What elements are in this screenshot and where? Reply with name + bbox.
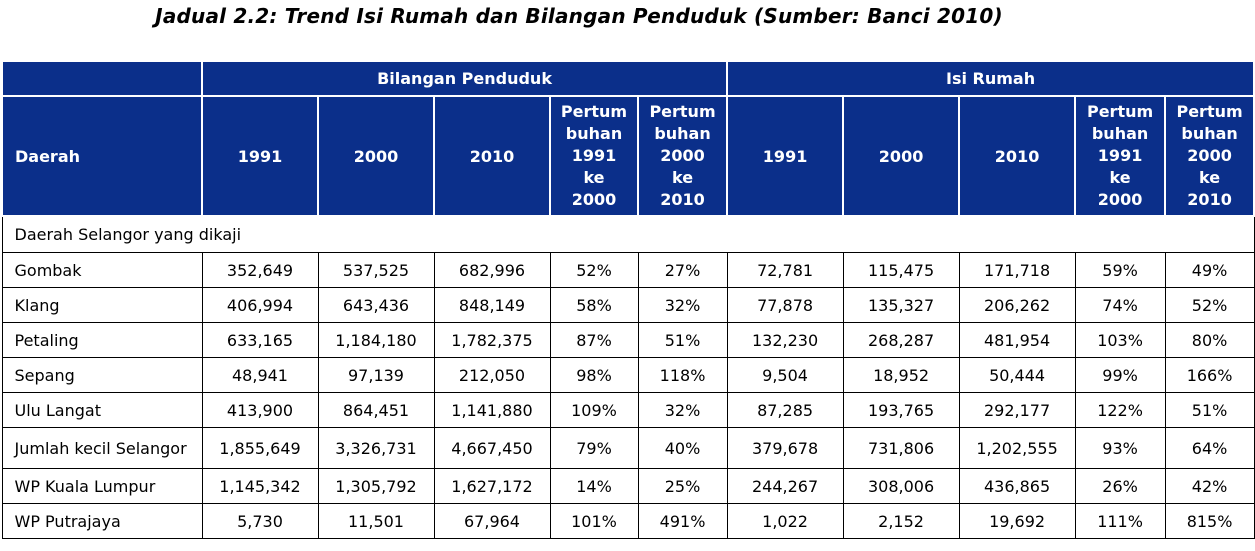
cell-hh-1991: 87,285 (727, 393, 843, 428)
cell-pop-growth-1: 14% (550, 469, 638, 504)
cell-pop-growth-1: 98% (550, 358, 638, 393)
cell-hh-1991: 132,230 (727, 323, 843, 358)
section-row (2, 216, 1254, 253)
cell-hh-1991: 244,267 (727, 469, 843, 504)
table-row (2, 358, 1254, 393)
header-line: ke (583, 168, 605, 187)
cell-pop-1991: 48,941 (202, 358, 318, 393)
cell-pop-growth-2: 25% (638, 469, 727, 504)
cell-pop-growth-2: 491% (638, 504, 727, 539)
cell-hh-growth-1: 103% (1075, 323, 1165, 358)
cell-pop-2000: 97,139 (318, 358, 434, 393)
cell-pop-2010: 1,141,880 (434, 393, 550, 428)
cell-pop-2000: 643,436 (318, 288, 434, 323)
table-body (2, 216, 1254, 539)
header-line: 2000 (1187, 146, 1232, 165)
table-title: Jadual 2.2: Trend Isi Rumah dan Bilangan Penduduk (Sumber: Banci 2010) (155, 4, 1003, 28)
cell-pop-growth-1: 52% (550, 253, 638, 288)
cell-daerah: Jumlah kecil Selangor (2, 428, 202, 469)
cell-hh-growth-2: 64% (1165, 428, 1254, 469)
header-line: 2000 (660, 146, 705, 165)
header-line: ke (1109, 168, 1131, 187)
cell-daerah: WP Putrajaya (2, 504, 202, 539)
cell-pop-growth-1: 101% (550, 504, 638, 539)
header-line: 1991 (571, 146, 617, 165)
header-line: 2000 (1097, 190, 1143, 209)
cell-hh-2010: 19,692 (959, 504, 1075, 539)
header-line: 2000 (571, 190, 617, 209)
cell-hh-2000: 115,475 (843, 253, 959, 288)
cell-daerah: Klang (2, 288, 202, 323)
column-header-hh-growth-1991-2000 (1075, 96, 1165, 216)
header-line: buhan (1091, 124, 1149, 143)
cell-pop-1991: 1,855,649 (202, 428, 318, 469)
cell-pop-growth-2: 118% (638, 358, 727, 393)
cell-pop-growth-2: 40% (638, 428, 727, 469)
cell-hh-2000: 268,287 (843, 323, 959, 358)
cell-hh-2010: 1,202,555 (959, 428, 1075, 469)
header-line: 1991 (1097, 146, 1143, 165)
cell-pop-2010: 1,782,375 (434, 323, 550, 358)
cell-hh-growth-1: 111% (1075, 504, 1165, 539)
cell-daerah: Sepang (2, 358, 202, 393)
cell-daerah: Ulu Langat (2, 393, 202, 428)
cell-hh-growth-1: 122% (1075, 393, 1165, 428)
cell-hh-1991: 72,781 (727, 253, 843, 288)
cell-pop-2000: 537,525 (318, 253, 434, 288)
column-header-pop-2000: 2000 (318, 96, 434, 216)
cell-pop-growth-2: 32% (638, 288, 727, 323)
column-header-hh-1991: 1991 (727, 96, 843, 216)
cell-hh-growth-1: 99% (1075, 358, 1165, 393)
cell-daerah: Petaling (2, 323, 202, 358)
header-line: buhan (1181, 124, 1238, 143)
table-row (2, 469, 1254, 504)
header-line: buhan (565, 124, 623, 143)
cell-pop-2000: 864,451 (318, 393, 434, 428)
cell-pop-growth-2: 32% (638, 393, 727, 428)
cell-hh-growth-2: 52% (1165, 288, 1254, 323)
header-line: 2010 (1187, 190, 1232, 209)
population-household-table (1, 60, 1255, 539)
cell-hh-2000: 193,765 (843, 393, 959, 428)
column-header-pop-growth-1991-2000 (550, 96, 638, 216)
cell-pop-1991: 352,649 (202, 253, 318, 288)
column-header-hh-2000: 2000 (843, 96, 959, 216)
header-line: 2010 (660, 190, 705, 209)
cell-hh-growth-1: 59% (1075, 253, 1165, 288)
table-row (2, 323, 1254, 358)
column-header-pop-2010: 2010 (434, 96, 550, 216)
cell-daerah: Gombak (2, 253, 202, 288)
cell-hh-2000: 135,327 (843, 288, 959, 323)
cell-pop-2010: 682,996 (434, 253, 550, 288)
cell-pop-growth-2: 51% (638, 323, 727, 358)
header-line: ke (1199, 168, 1221, 187)
table-row (2, 428, 1254, 469)
column-header-pop-growth-2000-2010 (638, 96, 727, 216)
group-header-household: Isi Rumah (727, 61, 1254, 96)
cell-hh-2000: 2,152 (843, 504, 959, 539)
cell-pop-2010: 4,667,450 (434, 428, 550, 469)
cell-hh-growth-2: 166% (1165, 358, 1254, 393)
cell-pop-1991: 633,165 (202, 323, 318, 358)
header-line: Pertum (560, 102, 628, 121)
cell-pop-2000: 11,501 (318, 504, 434, 539)
cell-pop-1991: 406,994 (202, 288, 318, 323)
cell-pop-2000: 1,184,180 (318, 323, 434, 358)
cell-hh-1991: 77,878 (727, 288, 843, 323)
cell-pop-2010: 67,964 (434, 504, 550, 539)
table-row (2, 504, 1254, 539)
cell-hh-2000: 18,952 (843, 358, 959, 393)
cell-pop-growth-2: 27% (638, 253, 727, 288)
table-row (2, 253, 1254, 288)
cell-hh-growth-2: 815% (1165, 504, 1254, 539)
cell-pop-1991: 1,145,342 (202, 469, 318, 504)
cell-pop-1991: 5,730 (202, 504, 318, 539)
cell-hh-1991: 1,022 (727, 504, 843, 539)
cell-hh-2010: 436,865 (959, 469, 1075, 504)
cell-pop-2000: 3,326,731 (318, 428, 434, 469)
group-header-population: Bilangan Penduduk (202, 61, 727, 96)
cell-pop-2010: 1,627,172 (434, 469, 550, 504)
column-header-pop-1991: 1991 (202, 96, 318, 216)
cell-pop-2000: 1,305,792 (318, 469, 434, 504)
cell-hh-growth-2: 51% (1165, 393, 1254, 428)
cell-hh-growth-1: 93% (1075, 428, 1165, 469)
header-line: Pertum (1086, 102, 1154, 121)
column-header-hh-growth-2000-2010 (1165, 96, 1254, 216)
column-header-hh-2010: 2010 (959, 96, 1075, 216)
table-row (2, 288, 1254, 323)
cell-hh-2010: 50,444 (959, 358, 1075, 393)
header-line: ke (672, 168, 694, 187)
cell-pop-1991: 413,900 (202, 393, 318, 428)
cell-hh-growth-2: 49% (1165, 253, 1254, 288)
section-label: Daerah Selangor yang dikaji (2, 216, 1254, 253)
cell-hh-growth-2: 42% (1165, 469, 1254, 504)
header-blank-cell (2, 61, 202, 96)
cell-hh-growth-2: 80% (1165, 323, 1254, 358)
column-header-daerah: Daerah (2, 96, 202, 216)
cell-hh-2010: 206,262 (959, 288, 1075, 323)
cell-hh-2010: 292,177 (959, 393, 1075, 428)
cell-pop-2010: 848,149 (434, 288, 550, 323)
cell-hh-2010: 171,718 (959, 253, 1075, 288)
cell-hh-2010: 481,954 (959, 323, 1075, 358)
cell-daerah: WP Kuala Lumpur (2, 469, 202, 504)
header-line: buhan (654, 124, 711, 143)
cell-pop-2010: 212,050 (434, 358, 550, 393)
cell-pop-growth-1: 79% (550, 428, 638, 469)
cell-hh-1991: 379,678 (727, 428, 843, 469)
cell-pop-growth-1: 109% (550, 393, 638, 428)
header-line: Pertum (1176, 102, 1243, 121)
cell-hh-growth-1: 26% (1075, 469, 1165, 504)
cell-pop-growth-1: 58% (550, 288, 638, 323)
cell-pop-growth-1: 87% (550, 323, 638, 358)
table-header (2, 61, 1254, 216)
cell-hh-1991: 9,504 (727, 358, 843, 393)
cell-hh-growth-1: 74% (1075, 288, 1165, 323)
cell-hh-2000: 731,806 (843, 428, 959, 469)
table-row (2, 393, 1254, 428)
header-line: Pertum (649, 102, 716, 121)
cell-hh-2000: 308,006 (843, 469, 959, 504)
